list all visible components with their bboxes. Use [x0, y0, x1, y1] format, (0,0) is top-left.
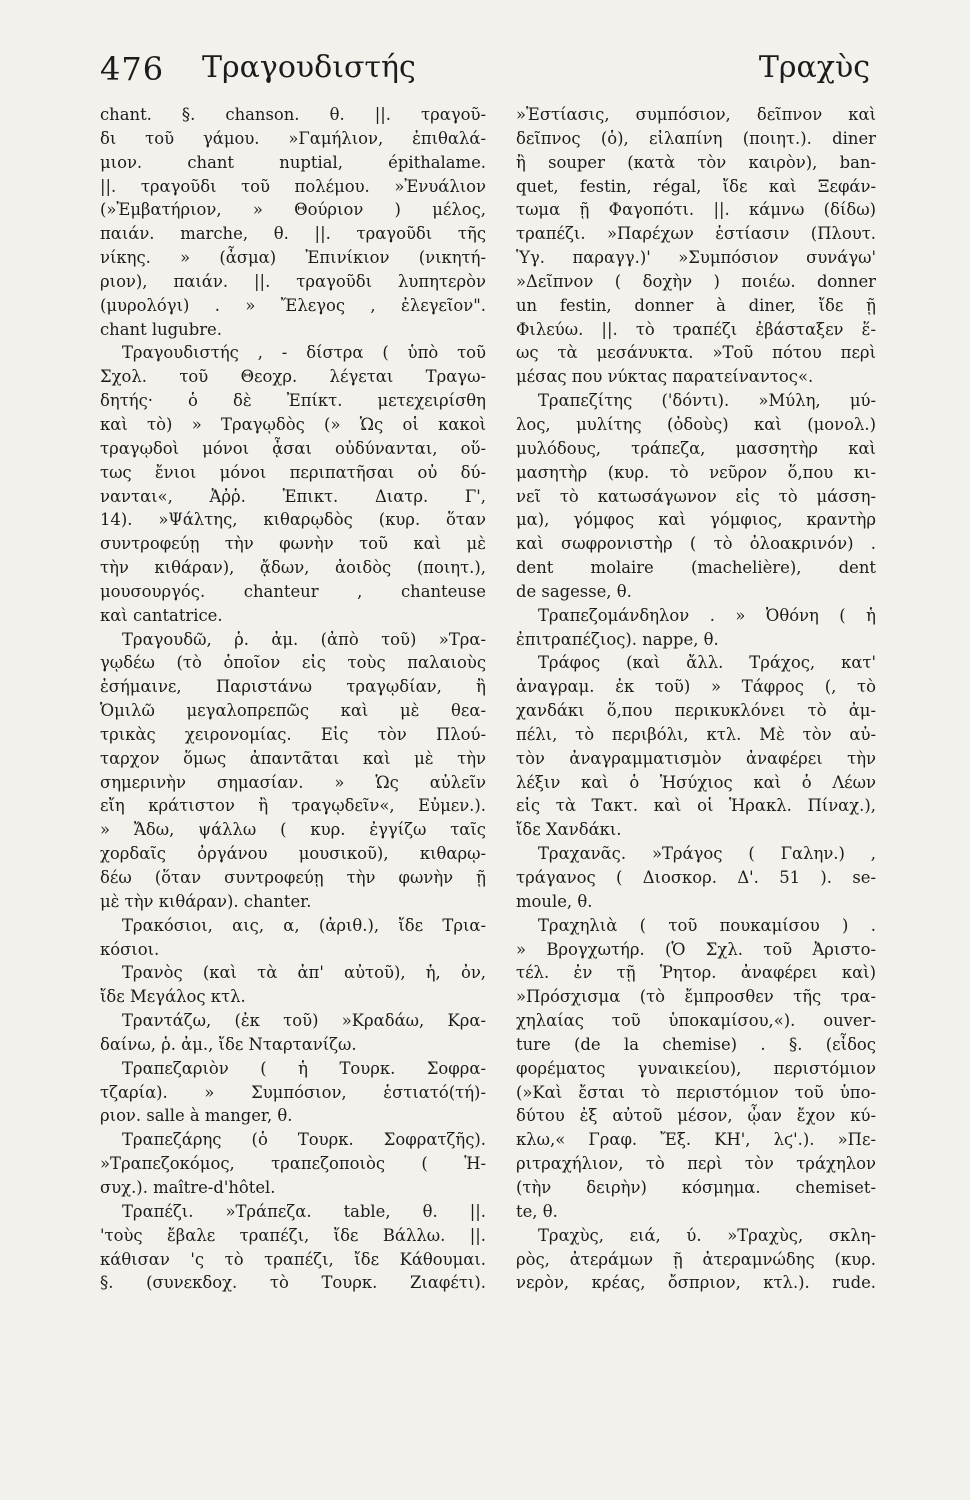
- text-line: ἴδε Χανδάκι.: [516, 820, 622, 840]
- text-line: ριον. salle à manger, θ.: [100, 1106, 293, 1126]
- text-line: ἴδε Μεγάλος κτλ.: [100, 987, 246, 1007]
- text-line: νεῖ τὸ κατωσάγωνον εἰς τὸ μάσση-: [516, 486, 876, 506]
- text-line: συχ.). maître-d'hôtel.: [100, 1177, 276, 1197]
- text-line: (»Καὶ ἔσται τὸ περιστόμιον τοῦ ὑπο-: [516, 1082, 876, 1102]
- text-line: μα), γόμφος καὶ γόμφιος, κραντὴρ: [516, 510, 876, 530]
- text-line: (τὴν δειρὴν) κόσμημα. chemiset-: [516, 1177, 876, 1197]
- text-line: Τρακόσιοι, αις, α, (ἀριθ.), ἴδε Τρια-: [122, 915, 486, 935]
- left-running-head: Τραγουδιστής: [202, 50, 416, 85]
- text-line: ως τὰ μεσάνυκτα. »Τοῦ πότου περὶ: [516, 343, 876, 363]
- text-line: λος, μυλίτης (ὀδοὺς) καὶ (μονολ.): [516, 414, 876, 434]
- text-line: §. (συνεκδοχ. τὸ Τουρκ. Ζιαφέτι).: [100, 1273, 486, 1293]
- text-line: ρὸς, ἀτεράμων ῇ ἀτεραμνώδης (κυρ.: [516, 1249, 876, 1269]
- text-line: Σχολ. τοῦ Θεοχρ. λέγεται Τραγω-: [100, 367, 486, 387]
- text-line: Τραχηλιὰ ( τοῦ πουκαμίσου ) .: [538, 915, 876, 935]
- page-number: 476: [100, 50, 165, 88]
- text-line: Τραχανᾶς. »Τράγος ( Γαλην.) ,: [538, 844, 876, 864]
- text-line: δύτου ἐξ αὐτοῦ μέσον, ᾦαν ἔχον κύ-: [516, 1106, 876, 1126]
- text-line: ||. τραγοῦδι τοῦ πολέμου. »Ἐνυάλιον: [100, 176, 486, 196]
- text-line: τζαρία). » Συμπόσιον, ἑστιατό(τή)-: [100, 1082, 486, 1102]
- text-line: chant lugubre.: [100, 319, 222, 339]
- text-line: δεῖπνος (ὁ), εἰλαπίνη (ποιητ.). diner: [516, 128, 876, 148]
- text-line: ταρχον ὅμως ἀπαντᾶται καὶ μὲ τὴν: [100, 748, 486, 768]
- text-line: παιάν. marche, θ. ||. τραγοῦδι τῆς: [100, 224, 486, 244]
- text-line: καὶ τὸ) » Τραγῳδὸς (» Ὡς οἱ κακοὶ: [100, 414, 486, 434]
- text-line: μουσουργός. chanteur , chanteuse: [100, 581, 486, 601]
- text-line: τραπέζι. »Παρέχων ἑστίασιν (Πλουτ.: [516, 224, 876, 244]
- text-line: νερὸν, κρέας, ὄσπριον, κτλ.). rude.: [516, 1273, 876, 1293]
- text-line: νανται«, Ἀῤῥ. Ἐπικτ. Διατρ. Γ',: [100, 486, 486, 506]
- text-line: χορδαῖς ὀργάνου μουσικοῦ), κιθαρῳ-: [100, 844, 486, 864]
- text-line: τὴν κιθάραν), ᾄδων, ἀοιδὸς (ποιητ.),: [100, 558, 486, 578]
- text-line: τρικὰς χειρονομίας. Εἰς τὸν Πλού-: [100, 724, 486, 744]
- text-line: moule, θ.: [516, 891, 593, 911]
- text-line: »Τραπεζοκόμος, τραπεζοποιὸς ( Ἡ-: [100, 1154, 486, 1174]
- text-line: ἀναγραμ. ἐκ τοῦ) » Τάφρος (, τὸ: [516, 677, 876, 697]
- text-line: Τρανὸς (καὶ τὰ ἀπ' αὐτοῦ), ἡ, ὀν,: [122, 963, 486, 983]
- text-line: μυλόδους, τράπεζα, μασσητὴρ καὶ: [516, 438, 876, 458]
- text-line: Ὁμιλῶ μεγαλοπρεπῶς καὶ μὲ θεα-: [100, 701, 486, 721]
- text-line: σημερινὴν σημασίαν. » Ὡς αὐλεῖν: [100, 772, 486, 792]
- text-line: τως ἔνιοι μόνοι περιπατῆσαι οὐ δύ-: [100, 462, 486, 482]
- text-line: te, θ.: [516, 1201, 558, 1221]
- text-line: τέλ. ἐν τῇ Ῥητορ. ἀναφέρει καὶ): [516, 963, 876, 983]
- text-line: Φιλεύω. ||. τὸ τραπέζι ἐβάσταξεν ἕ-: [516, 319, 876, 339]
- text-line: Τραγουδιστής , - δίστρα ( ὑπὸ τοῦ: [122, 343, 486, 363]
- left-column: [100, 103, 486, 1295]
- text-line: » Βρογχωτήρ. (Ὁ Σχλ. τοῦ Ἀριστο-: [516, 939, 876, 959]
- text-line: Τραπεζίτης ('δόντι). »Μύλη, μύ-: [538, 391, 876, 411]
- text-line: (μυρολόγι) . » Ἔλεγος , ἐλεγεῖον".: [100, 295, 486, 315]
- text-line: »Δεῖπνον ( δοχὴν ) ποιέω. donner: [516, 271, 876, 291]
- text-line: δέω (ὅταν συντροφεύῃ τὴν φωνὴν ῇ: [100, 868, 486, 887]
- text-line: Τραπέζι. »Τράπεζα. table, θ. ||.: [122, 1201, 486, 1221]
- text-line: Τραχὺς, ειά, ύ. »Τραχὺς, σκλη-: [538, 1225, 876, 1245]
- right-running-head: Τραχὺς: [758, 50, 870, 85]
- page-header: [100, 44, 870, 94]
- text-line: χανδάκι ὅ,που περικυκλόνει τὸ ἀμ-: [516, 701, 876, 721]
- text-line: καὶ cantatrice.: [100, 605, 223, 625]
- text-line: κλω,« Γραφ. Ἔξ. ΚΗ', λϛ'.). »Πε-: [516, 1130, 876, 1150]
- text-line: Τραπεζάρης (ὁ Τουρκ. Σοφρατζῆς).: [122, 1130, 486, 1150]
- text-line: 'τοὺς ἔβαλε τραπέζι, ἴδε Βάλλω. ||.: [100, 1225, 486, 1245]
- text-line: ἐπιτραπέζιος). nappe, θ.: [516, 629, 719, 649]
- text-line: μιον. chant nuptial, épithalame.: [100, 152, 486, 172]
- text-line: δητής· ὁ δὲ Ἐπίκτ. μετεχειρίσθη: [100, 391, 486, 411]
- text-line: ριον), παιάν. ||. τραγοῦδι λυπητερὸν: [100, 271, 486, 291]
- text-line: 14). »Ψάλτης, κιθαρῳδὸς (κυρ. ὅταν: [100, 510, 486, 530]
- text-line: un festin, donner à diner, ἴδε ῇ: [516, 295, 876, 315]
- text-line: τραγῳδοὶ μόνοι ᾆσαι οὐδύνανται, οὕ-: [100, 438, 486, 458]
- text-line: dent molaire (machelière), dent: [516, 558, 876, 578]
- text-line: ριτραχήλιον, τὸ περὶ τὸν τράχηλον: [516, 1154, 876, 1174]
- text-line: δαίνω, ῥ. ἀμ., ἴδε Νταρτανίζω.: [100, 1034, 357, 1054]
- text-line: γῳδέω (τὸ ὁποῖον εἰς τοὺς παλαιοὺς: [100, 653, 486, 673]
- text-line: μέσας που νύκτας παρατείναντος«.: [516, 367, 814, 387]
- text-line: συντροφεύῃ τὴν φωνὴν τοῦ καὶ μὲ: [100, 534, 486, 554]
- right-column: [516, 103, 876, 1295]
- text-line: μὲ τὴν κιθάραν). chanter.: [100, 891, 312, 911]
- text-line: χηλαίας τοῦ ὑποκαμίσου,«). ouver-: [516, 1011, 876, 1031]
- text-line: ture (de la chemise) . §. (εἶδος: [516, 1034, 876, 1054]
- text-line: τράγανος ( Διοσκορ. Δ'. 51 ). se-: [516, 868, 876, 887]
- text-line: κόσιοι.: [100, 939, 160, 959]
- text-line: τωμα ῇ Φαγοπότι. ||. κάμνω (δίδω): [516, 200, 876, 220]
- text-line: φορέματος γυναικείου), περιστόμιον: [516, 1058, 876, 1078]
- text-line: quet, festin, régal, ἴδε καὶ Ξεφάν-: [516, 176, 876, 196]
- text-line: τὸν ἀναγραμματισμὸν ἀναφέρει τὴν: [516, 748, 876, 768]
- text-line: de sagesse, θ.: [516, 581, 632, 601]
- text-line: »Πρόσχισμα (τὸ ἔμπροσθεν τῆς τρα-: [516, 987, 876, 1007]
- text-line: νίκης. » (ἆσμα) Ἐπινίκιον (νικητή-: [100, 248, 486, 268]
- text-line: εἰς τὰ Τακτ. καὶ οἱ Ἡρακλ. Πίναχ.),: [516, 796, 876, 816]
- text-line: Τραπεζαριὸν ( ἡ Τουρκ. Σοφρα-: [122, 1058, 486, 1078]
- text-line: Τράφος (καὶ ἄλλ. Τράχος, κατ': [538, 653, 876, 673]
- text-line: Τραγουδῶ, ῥ. ἀμ. (ἀπὸ τοῦ) »Τρα-: [122, 629, 486, 649]
- text-line: λέξιν καὶ ὁ Ἡσύχιος καὶ ὁ Λέων: [516, 772, 876, 792]
- text-line: κάθισαν 'ς τὸ τραπέζι, ἴδε Κάθουμαι.: [100, 1249, 486, 1269]
- text-line: (»Ἐμβατήριον, » Θούριον ) μέλος,: [100, 200, 486, 220]
- text-line: πέλι, τὸ περιβόλι, κτλ. Μὲ τὸν αὐ-: [516, 724, 876, 744]
- text-line: δι τοῦ γάμου. »Γαμήλιον, ἐπιθαλά-: [100, 128, 486, 148]
- text-line: ἐσήμαινε, Παριστάνω τραγῳδίαν, ἢ: [100, 677, 486, 697]
- text-line: εἴη κράτιστον ἢ τραγῳδεῖν«, Εὐμεν.).: [100, 796, 486, 816]
- text-line: Τραντάζω, (ἐκ τοῦ) »Κραδάω, Κρα-: [122, 1011, 486, 1031]
- text-line: ἢ souper (κατὰ τὸν καιρὸν), ban-: [516, 152, 876, 172]
- text-line: chant. §. chanson. θ. ||. τραγοῦ-: [100, 105, 486, 124]
- text-line: Ὑγ. παραγγ.)' »Συμπόσιον συνάγω': [516, 248, 876, 268]
- text-line: μασητὴρ (κυρ. τὸ νεῦρον ὅ,που κι-: [516, 462, 876, 482]
- text-line: καὶ σωφρονιστὴρ ( τὸ ὀλοακρινόν) .: [516, 534, 876, 554]
- text-line: » Ἄδω, ψάλλω ( κυρ. ἐγγίζω ταῖς: [100, 820, 486, 840]
- text-line: »Ἑστίασις, συμπόσιον, δεῖπνον καὶ: [516, 105, 876, 124]
- text-line: Τραπεζομάνδηλον . » Ὀθόνη ( ἡ: [538, 605, 876, 625]
